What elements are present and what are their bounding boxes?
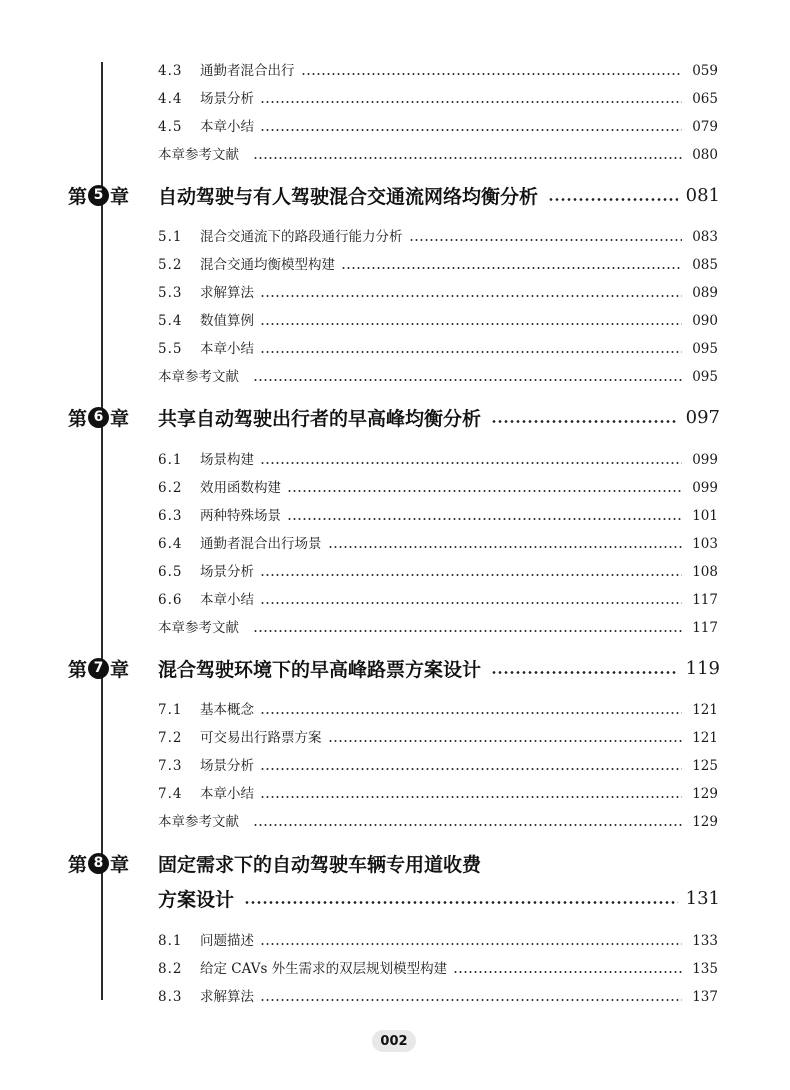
- section-title: 混合交通均衡模型构建: [200, 257, 335, 273]
- chapter-page-number: 081: [685, 184, 720, 206]
- chapter-number-badge: 7: [88, 658, 109, 679]
- dot-leader: [491, 420, 678, 423]
- references-title: 本章参考文献: [158, 814, 239, 830]
- toc-chapter-heading-continued[interactable]: [158, 883, 720, 913]
- page-number: 103: [692, 536, 718, 552]
- chapter-prefix: 第: [68, 658, 88, 681]
- chapter-number-badge: 5: [88, 185, 109, 206]
- section-number: 8.2: [158, 961, 183, 977]
- section-number: 6.4: [158, 536, 183, 552]
- dot-leader: [260, 943, 682, 945]
- dot-leader: [548, 198, 678, 201]
- references-title: 本章参考文献: [158, 147, 239, 163]
- section-title: 求解算法: [200, 285, 254, 301]
- page-number: 099: [692, 452, 718, 468]
- page-number: 085: [692, 257, 718, 273]
- chapter-label: [68, 655, 158, 682]
- dot-leader: [260, 999, 682, 1001]
- references-title: 本章参考文献: [158, 369, 239, 385]
- section-title: 效用函数构建: [200, 480, 281, 496]
- toc-section-entry[interactable]: [158, 116, 718, 138]
- dot-leader: [253, 824, 682, 826]
- toc-section-entry[interactable]: [158, 533, 718, 555]
- chapter-prefix: 第: [68, 853, 88, 876]
- section-number: 6.6: [158, 592, 183, 608]
- page-number: 117: [692, 620, 718, 636]
- section-title: 两种特殊场景: [200, 508, 281, 524]
- section-title: 场景分析: [200, 564, 254, 580]
- toc-section-entry[interactable]: [158, 986, 718, 1008]
- page-number: 137: [692, 989, 718, 1005]
- chapter-prefix: 第: [68, 185, 88, 208]
- page-folio: 002: [372, 1030, 416, 1052]
- page-number: 095: [692, 341, 718, 357]
- page-number: 095: [692, 369, 718, 385]
- chapter-number-badge: 8: [88, 853, 109, 874]
- chapter-suffix: 章: [110, 185, 130, 208]
- section-number: 5.1: [158, 229, 183, 245]
- page-number: 079: [692, 119, 718, 135]
- section-title: 场景分析: [200, 758, 254, 774]
- dot-leader: [453, 971, 682, 973]
- toc-section-entry[interactable]: [158, 958, 718, 980]
- dot-leader: [260, 129, 682, 131]
- dot-leader: [244, 901, 678, 904]
- chapter-prefix: 第: [68, 407, 88, 430]
- page-number: 059: [692, 63, 718, 79]
- chapter-title: 固定需求下的自动驾驶车辆专用道收费: [158, 853, 482, 876]
- section-number: 4.3: [158, 63, 183, 79]
- section-number: 6.3: [158, 508, 183, 524]
- dot-leader: [260, 796, 682, 798]
- toc-section-entry[interactable]: [158, 755, 718, 777]
- section-number: 7.1: [158, 702, 183, 718]
- section-title: 求解算法: [200, 989, 254, 1005]
- section-number: 5.3: [158, 285, 183, 301]
- dot-leader: [328, 740, 683, 742]
- dot-leader: [260, 351, 682, 353]
- toc-references-entry[interactable]: [158, 144, 718, 166]
- references-title: 本章参考文献: [158, 620, 239, 636]
- dot-leader: [253, 379, 682, 381]
- section-title: 混合交通流下的路段通行能力分析: [200, 229, 403, 245]
- section-number: 4.5: [158, 119, 183, 135]
- toc-chapter-heading[interactable]: [68, 180, 720, 210]
- dot-leader: [260, 768, 682, 770]
- page-number: 065: [692, 91, 718, 107]
- toc-section-entry[interactable]: [158, 561, 718, 583]
- dot-leader: [260, 295, 682, 297]
- dot-leader: [260, 323, 682, 325]
- page-number: 133: [692, 933, 718, 949]
- section-title: 本章小结: [200, 786, 254, 802]
- toc-section-entry[interactable]: [158, 589, 718, 611]
- section-title: 通勤者混合出行: [200, 63, 295, 79]
- section-title: 可交易出行路票方案: [200, 730, 322, 746]
- section-number: 6.1: [158, 452, 183, 468]
- section-title: 给定 CAVs 外生需求的双层规划模型构建: [200, 961, 448, 977]
- section-title: 数值算例: [200, 313, 254, 329]
- dot-leader: [260, 712, 682, 714]
- chapter-page-number: 131: [685, 887, 720, 909]
- toc-section-entry[interactable]: [158, 60, 718, 82]
- page-number: 117: [692, 592, 718, 608]
- dot-leader: [260, 602, 682, 604]
- toc-chapter-heading[interactable]: [68, 653, 720, 683]
- section-number: 6.2: [158, 480, 183, 496]
- dot-leader: [301, 73, 683, 75]
- page-number: 135: [692, 961, 718, 977]
- page-number: 083: [692, 229, 718, 245]
- section-title: 本章小结: [200, 119, 254, 135]
- chapter-title: 共享自动驾驶出行者的早高峰均衡分析: [158, 407, 482, 430]
- page-number: 090: [692, 313, 718, 329]
- chapter-title-line2: 方案设计: [158, 888, 235, 911]
- page-number: 129: [692, 786, 718, 802]
- dot-leader: [260, 462, 682, 464]
- section-title: 场景分析: [200, 91, 254, 107]
- section-title: 问题描述: [200, 933, 254, 949]
- dot-leader: [260, 574, 682, 576]
- dot-leader: [253, 630, 682, 632]
- toc-section-entry[interactable]: [158, 477, 718, 499]
- section-title: 场景构建: [200, 452, 254, 468]
- chapter-page-number: 119: [685, 657, 720, 679]
- toc-references-entry[interactable]: [158, 366, 718, 388]
- chapter-suffix: 章: [110, 407, 130, 430]
- toc-section-entry[interactable]: [158, 449, 718, 471]
- toc-section-entry[interactable]: [158, 505, 718, 527]
- section-number: 5.4: [158, 313, 183, 329]
- chapter-page-number: 097: [685, 406, 720, 428]
- toc-section-entry[interactable]: [158, 282, 718, 304]
- chapter-number-badge: 6: [88, 407, 109, 428]
- toc-section-entry[interactable]: [158, 310, 718, 332]
- toc-section-entry[interactable]: [158, 226, 718, 248]
- section-title: 通勤者混合出行场景: [200, 536, 322, 552]
- toc-section-entry[interactable]: [158, 727, 718, 749]
- dot-leader: [409, 239, 683, 241]
- dot-leader: [287, 518, 682, 520]
- toc-chapter-heading[interactable]: [68, 402, 720, 432]
- page-number: 101: [692, 508, 718, 524]
- chapter-label: [68, 182, 158, 209]
- toc-section-entry[interactable]: [158, 88, 718, 110]
- toc-references-entry[interactable]: [158, 811, 718, 833]
- toc-section-entry[interactable]: [158, 699, 718, 721]
- section-number: 8.3: [158, 989, 183, 1005]
- chapter-suffix: 章: [110, 853, 130, 876]
- section-number: 5.2: [158, 257, 183, 273]
- toc-section-entry[interactable]: [158, 930, 718, 952]
- page-number: 089: [692, 285, 718, 301]
- section-number: 8.1: [158, 933, 183, 949]
- toc-chapter-heading[interactable]: [68, 848, 720, 878]
- section-title: 本章小结: [200, 341, 254, 357]
- chapter-suffix: 章: [110, 658, 130, 681]
- section-number: 6.5: [158, 564, 183, 580]
- dot-leader: [328, 546, 683, 548]
- toc-section-entry[interactable]: [158, 338, 718, 360]
- page-number: 129: [692, 814, 718, 830]
- dot-leader: [287, 490, 682, 492]
- dot-leader: [491, 671, 678, 674]
- section-number: 7.4: [158, 786, 183, 802]
- section-title: 基本概念: [200, 702, 254, 718]
- section-number: 5.5: [158, 341, 183, 357]
- dot-leader: [260, 101, 682, 103]
- toc-section-entry[interactable]: [158, 254, 718, 276]
- chapter-title: 混合驾驶环境下的早高峰路票方案设计: [158, 658, 482, 681]
- section-number: 4.4: [158, 91, 183, 107]
- chapter-title: 自动驾驶与有人驾驶混合交通流网络均衡分析: [158, 185, 539, 208]
- chapter-label: [68, 404, 158, 431]
- page-number: 080: [692, 147, 718, 163]
- page-number: 121: [692, 730, 718, 746]
- chapter-label: [68, 850, 158, 877]
- page-number: 125: [692, 758, 718, 774]
- page-number: 099: [692, 480, 718, 496]
- section-title: 本章小结: [200, 592, 254, 608]
- dot-leader: [341, 267, 682, 269]
- dot-leader: [253, 157, 682, 159]
- page-number: 121: [692, 702, 718, 718]
- section-number: 7.3: [158, 758, 183, 774]
- toc-section-entry[interactable]: [158, 783, 718, 805]
- section-number: 7.2: [158, 730, 183, 746]
- toc-references-entry[interactable]: [158, 617, 718, 639]
- page-number: 108: [692, 564, 718, 580]
